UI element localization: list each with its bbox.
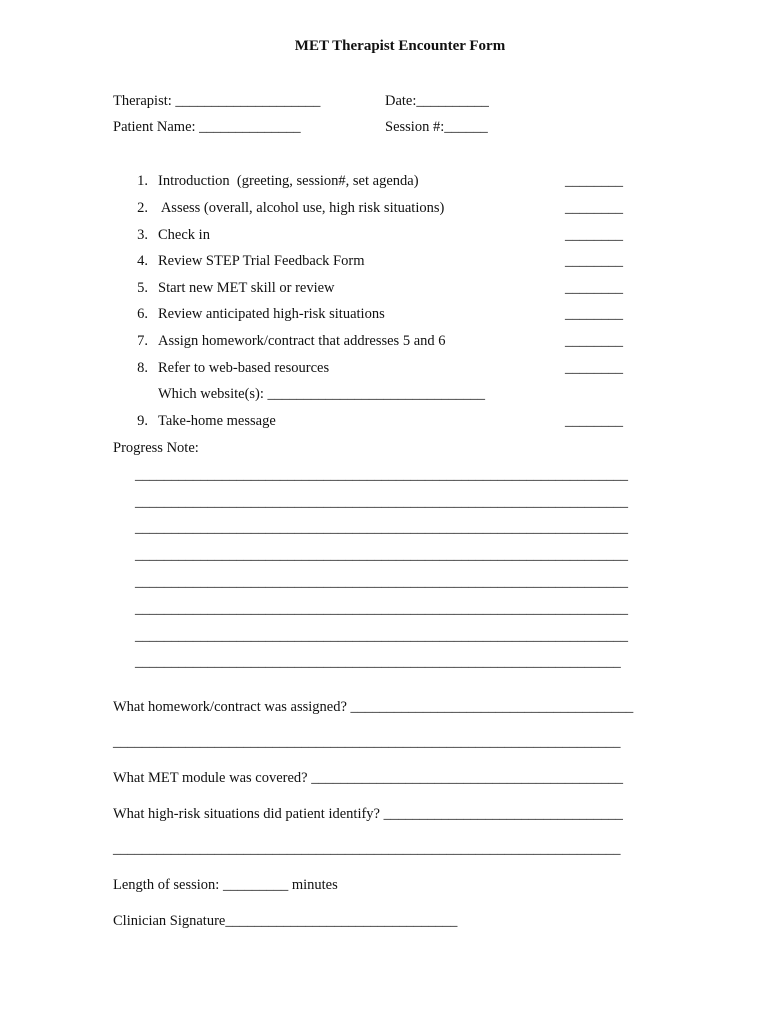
progress-note-line[interactable]: ___________________________________________________________________ <box>135 654 621 670</box>
checklist-item-blank[interactable]: ________ <box>565 227 623 243</box>
form-title: MET Therapist Encounter Form <box>294 38 506 54</box>
date-field[interactable]: Date:__________ <box>385 93 489 109</box>
checklist-number: 8. <box>137 360 148 376</box>
high-risk-answer-line[interactable]: ______________________________________________________________________ <box>113 841 621 857</box>
clinician-signature-field[interactable]: Clinician Signature________________________________ <box>113 913 458 929</box>
checklist-item-label: Check in <box>158 227 210 243</box>
checklist-item-label: Introduction (greeting, session#, set agenda) <box>158 173 419 189</box>
homework-answer-line[interactable]: ______________________________________________________________________ <box>113 734 621 750</box>
checklist-number: 1. <box>137 173 148 189</box>
checklist-item-label: Take-home message <box>158 413 276 429</box>
session-length-field[interactable]: Length of session: _________ minutes <box>113 877 338 893</box>
checklist-number: 7. <box>137 333 148 349</box>
checklist-item-label: Review STEP Trial Feedback Form <box>158 253 365 269</box>
progress-note-line[interactable]: ____________________________________________________________________ <box>135 628 628 644</box>
which-website-field[interactable]: Which website(s): ______________________________ <box>158 386 486 402</box>
checklist-item-blank[interactable]: ________ <box>565 280 623 296</box>
high-risk-question[interactable]: What high-risk situations did patient identify? _________________________________ <box>113 806 623 822</box>
therapist-field[interactable]: Therapist: ____________________ <box>113 93 321 109</box>
checklist-item-label: Refer to web-based resources <box>158 360 330 376</box>
checklist-item-label: Assign homework/contract that addresses 5 and 6 <box>158 333 446 349</box>
checklist-item-blank[interactable]: ________ <box>565 306 623 322</box>
progress-note-line[interactable]: ____________________________________________________________________ <box>135 574 628 590</box>
module-question[interactable]: What MET module was covered? ___________________________________________ <box>113 770 623 786</box>
checklist-number: 4. <box>137 253 148 269</box>
progress-note-line[interactable]: ____________________________________________________________________ <box>135 467 628 483</box>
checklist-item-blank[interactable]: ________ <box>565 360 623 376</box>
checklist-item-label: Start new MET skill or review <box>158 280 335 296</box>
checklist-number: 5. <box>137 280 148 296</box>
progress-note-label: Progress Note: <box>113 440 199 456</box>
checklist-number: 6. <box>137 306 148 322</box>
progress-note-line[interactable]: ____________________________________________________________________ <box>135 520 628 536</box>
checklist-item-blank[interactable]: ________ <box>565 253 623 269</box>
patient-name-field[interactable]: Patient Name: ______________ <box>113 119 301 135</box>
progress-note-line[interactable]: ____________________________________________________________________ <box>135 547 628 563</box>
checklist-item-blank[interactable]: ________ <box>565 413 623 429</box>
session-number-field[interactable]: Session #:______ <box>385 119 488 135</box>
progress-note-line[interactable]: ____________________________________________________________________ <box>135 494 628 510</box>
checklist-item-blank[interactable]: ________ <box>565 333 623 349</box>
checklist-item-blank[interactable]: ________ <box>565 173 623 189</box>
checklist-number: 3. <box>137 227 148 243</box>
checklist-number: 9. <box>137 413 148 429</box>
checklist-item-blank[interactable]: ________ <box>565 200 623 216</box>
checklist-item-label: Review anticipated high-risk situations <box>158 306 385 322</box>
checklist-number: 2. <box>137 200 148 216</box>
homework-question[interactable]: What homework/contract was assigned? _______________________________________ <box>113 699 634 715</box>
progress-note-line[interactable]: ____________________________________________________________________ <box>135 601 628 617</box>
checklist-item-label: Assess (overall, alcohol use, high risk situations) <box>158 200 445 216</box>
